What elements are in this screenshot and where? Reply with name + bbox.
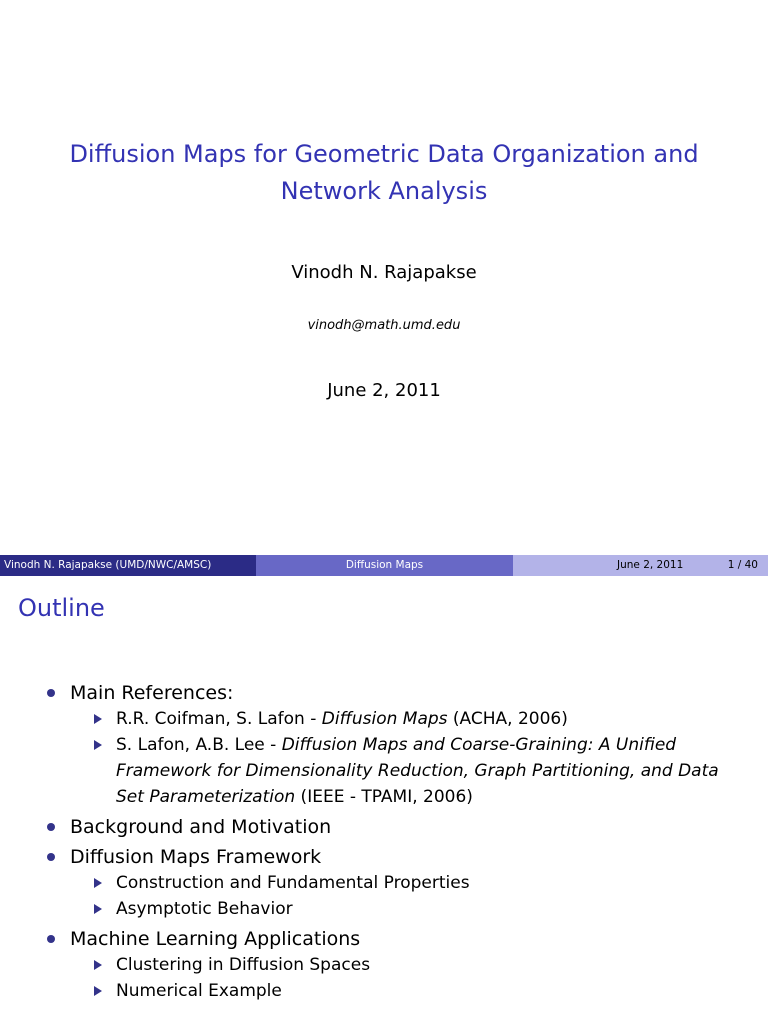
subitem-italic-title: Diffusion Maps (321, 709, 448, 729)
footline-date: June 2, 2011 (617, 559, 684, 571)
outline-list (0, 680, 768, 1004)
outline-item (0, 814, 768, 840)
subitem-text: Numerical Example (116, 981, 282, 1001)
circle-bullet-icon (47, 823, 55, 831)
subitem-text: Clustering in Diffusion Spaces (116, 955, 371, 975)
subitem-citation: (ACHA, 2006) (447, 709, 568, 729)
frame-title: Outline (18, 594, 105, 622)
slide-footline (0, 555, 768, 576)
circle-bullet-icon (47, 689, 55, 697)
outline-subitem (70, 952, 768, 978)
outline-subitem (70, 978, 768, 1004)
outline-item (0, 680, 768, 810)
presentation-title (20, 136, 748, 210)
subitem-italic-title: Diffusion Maps and Coarse-Graining: A Unified Framework for Dimensionality Reduction, Graph Partitioning, and Data Set Parameterization (116, 735, 719, 807)
footline-right (513, 555, 768, 576)
triangle-bullet-icon (94, 714, 102, 724)
presentation-date: June 2, 2011 (327, 380, 441, 401)
footline-page-number: 1 / 40 (727, 559, 758, 571)
outline-item (0, 844, 768, 922)
outline-subitem (70, 896, 768, 922)
outline-item-label: Diffusion Maps Framework (70, 846, 322, 868)
outline-item-label: Machine Learning Applications (70, 928, 361, 950)
outline-sublist (70, 706, 768, 810)
outline-subitem (70, 706, 768, 732)
outline-item (0, 926, 768, 1004)
subitem-citation: (IEEE - TPAMI, 2006) (295, 787, 473, 807)
triangle-bullet-icon (94, 878, 102, 888)
author-email: vinodh@math.umd.edu (307, 318, 461, 333)
outline-sublist (70, 952, 768, 1004)
title-line-1: Diffusion Maps for Geometric Data Organization and (69, 140, 699, 168)
triangle-bullet-icon (94, 740, 102, 750)
title-line-2: Network Analysis (280, 177, 488, 205)
footline-title: Diffusion Maps (256, 555, 513, 576)
author-name: Vinodh N. Rajapakse (291, 262, 477, 283)
outline-subitem (70, 870, 768, 896)
outline-slide (0, 576, 768, 1024)
triangle-bullet-icon (94, 986, 102, 996)
outline-subitem (70, 732, 768, 810)
outline-sublist (70, 870, 768, 922)
triangle-bullet-icon (94, 960, 102, 970)
subitem-text: Asymptotic Behavior (116, 899, 293, 919)
subitem-text: R.R. Coifman, S. Lafon - (116, 709, 322, 729)
footline-author: Vinodh N. Rajapakse (UMD/NWC/AMSC) (0, 555, 256, 576)
circle-bullet-icon (47, 853, 55, 861)
subitem-text: S. Lafon, A.B. Lee - (116, 735, 282, 755)
subitem-text: Construction and Fundamental Properties (116, 873, 470, 893)
triangle-bullet-icon (94, 904, 102, 914)
outline-item-label: Main References: (70, 682, 234, 704)
circle-bullet-icon (47, 935, 55, 943)
outline-item-label: Background and Motivation (70, 816, 332, 838)
